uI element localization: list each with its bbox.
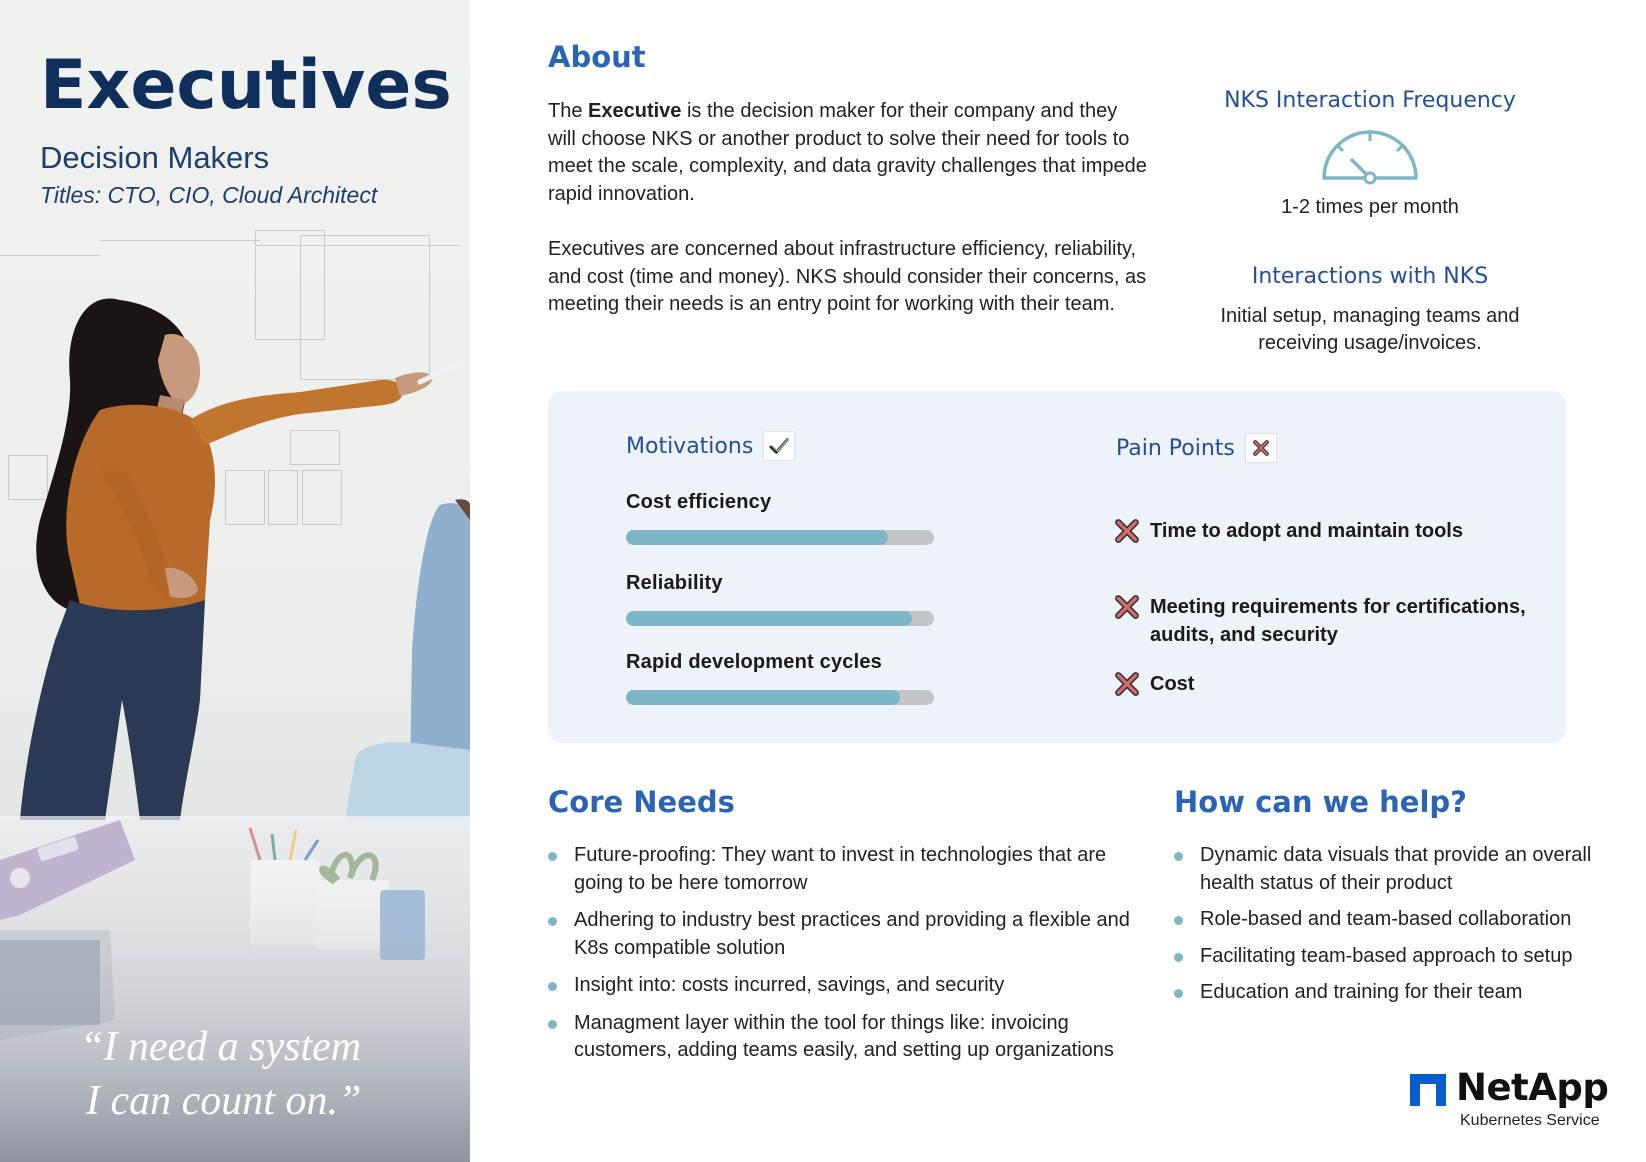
motivation-label: Rapid development cycles [626,651,883,673]
bullet-icon [548,1020,557,1029]
list-item [1174,906,1614,934]
page-title: Executives [40,46,452,125]
list-item [548,907,1148,962]
quote-line: “I need a system [80,1024,362,1070]
motivation-bar-track [626,611,934,626]
about-heading: About [548,40,646,74]
how-can-we-help-heading: How can we help? [1174,785,1467,819]
list-item-text: Role-based and team-based collaboration [1200,908,1572,930]
list-item-text: Future-proofing: They want to invest in technologies that are going to be here tomorrow [574,844,1107,894]
motivation-bar-fill [626,611,912,626]
list-item [548,1010,1148,1065]
bullet-icon [1174,852,1183,861]
logo-product-name: Kubernetes Service [1460,1112,1600,1129]
persona-subtitle: Decision Makers [40,140,270,175]
pain-point-text: Meeting requirements for certifications, audits, and security [1150,596,1526,646]
gauge-icon [1320,128,1420,186]
about-text-bold: Executive [588,100,682,122]
motivation-bar-fill [626,690,900,705]
list-item [548,842,1148,897]
about-paragraph: Executives are concerned about infrastructure efficiency, reliability, and cost (time and money). NKS should consider their concerns, as meeting their needs is an entry point for working with their team. [548,238,1147,315]
motivation-bar-track [626,690,934,705]
quote-line: I can count on.” [86,1078,362,1124]
x-mark-icon [1114,594,1140,620]
x-mark-icon [1245,433,1277,463]
about-paragraph [548,98,1148,208]
interactions-text: Initial setup, managing teams and receiving usage/invoices. [1220,305,1520,354]
list-item-text: Dynamic data visuals that provide an overall health status of their product [1200,844,1592,894]
about-text: The [548,100,589,122]
motivation-item [626,651,946,705]
hero-photo-panel [0,0,470,1162]
x-mark-icon [1114,518,1140,544]
pain-points-title: Pain Points [1116,435,1235,461]
pain-point-text: Cost [1150,673,1195,695]
motivations-heading [626,431,795,461]
list-item-text: Insight into: costs incurred, savings, and security [574,974,1005,996]
motivation-bar-fill [626,530,888,545]
frequency-value: 1-2 times per month [1281,196,1459,218]
list-item-text: Managment layer within the tool for things like: invoicing customers, adding teams easily, and setting up organizations [574,1011,1114,1061]
list-item [1174,842,1614,897]
interactions-title: Interactions with NKS [1251,264,1489,289]
frequency-title: NKS Interaction Frequency [1224,88,1516,113]
motivation-label: Reliability [626,572,723,594]
list-item [548,972,1148,1000]
pain-point-item [1114,517,1554,545]
x-mark-icon [1114,671,1140,697]
bullet-icon [548,917,557,926]
motivations-title: Motivations [626,433,754,459]
motivation-bar-track [626,530,934,545]
pain-point-item [1114,670,1554,698]
pain-point-item [1114,593,1554,649]
bullet-icon [548,852,557,861]
checkmark-icon [763,431,795,461]
list-item [1174,979,1614,1007]
persona-quote [80,1020,440,1128]
motivations-pain-card [548,391,1566,743]
pain-points-heading [1116,433,1277,463]
motivation-item [626,572,946,626]
netapp-logo-icon [1410,1074,1446,1106]
list-item-text: Facilitating team-based approach to setup [1200,944,1573,967]
persona-titles: Titles: CTO, CIO, Cloud Architect [40,182,378,208]
motivation-label: Cost efficiency [626,491,772,513]
bullet-icon [1174,916,1183,925]
list-item-text: Adhering to industry best practices and providing a flexible and K8s compatible solution [574,909,1130,959]
help-list [1174,842,1614,1016]
motivation-item [626,491,946,545]
list-item [1174,943,1614,971]
bullet-icon [1174,989,1183,998]
core-needs-list [548,842,1148,1075]
bullet-icon [548,982,557,991]
logo-wordmark: NetApp [1456,1066,1609,1109]
pain-point-text: Time to adopt and maintain tools [1150,520,1463,542]
bullet-icon [1174,953,1183,962]
hero-title-block [40,46,452,209]
netapp-logo [1410,1066,1610,1136]
about-text: is the decision maker for their company and they will choose NKS or another product to solve their need for tools to meet the scale, complexity, and data gravity challenges that impede rapid innovation. [548,100,1147,205]
list-item-text: Education and training for their team [1200,981,1523,1003]
core-needs-heading: Core Needs [548,785,735,819]
